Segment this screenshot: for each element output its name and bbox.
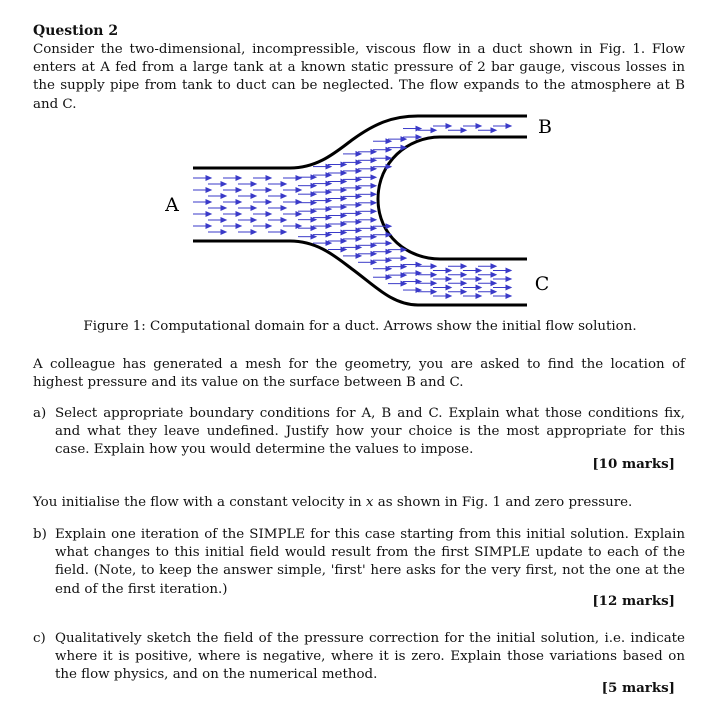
flow-arrows <box>193 124 511 298</box>
part-c-text: Qualitatively sketch the field of the pressure correction for the initial solution, i.e. indicate where it is positive, where is negative, where it is zero. Explain those variations based on the flow physics, and on the numerical method. <box>55 631 685 683</box>
flow-arrow-head <box>266 188 271 192</box>
part-b <box>33 526 685 599</box>
flow-arrow-head <box>356 228 361 232</box>
flow-arrow-head <box>296 212 301 216</box>
flow-arrow-head <box>476 124 481 128</box>
flow-arrow-head <box>356 203 361 207</box>
label-c: C <box>534 273 550 295</box>
flow-arrow-head <box>371 167 376 171</box>
paragraph-initialise: You initialise the flow with a constant velocity in x as shown in Fig. 1 and zero pressure. <box>33 495 633 510</box>
flow-arrow-head <box>401 256 406 260</box>
flow-arrow-head <box>506 285 511 289</box>
part-c-marks: [5 marks] <box>601 680 675 696</box>
flow-arrow-head <box>311 192 316 196</box>
flow-arrow-head <box>386 267 391 271</box>
question-intro: Consider the two-dimensional, incompressible, viscous flow in a duct shown in Fig. 1. Flow enters at A fed from a large tank at a known static pressure of 2 bar gauge, viscous losses in the supply pipe from tank to duct can be neglected. The flow expands to the atmosphere at B and C. <box>33 42 685 112</box>
flow-arrow-head <box>356 169 361 173</box>
flow-arrow-head <box>281 218 286 222</box>
flow-arrow-head <box>446 294 451 298</box>
flow-arrow-head <box>311 183 316 187</box>
flow-arrow-head <box>386 250 391 254</box>
flow-arrow-head <box>491 290 496 294</box>
flow-arrow-head <box>371 201 376 205</box>
flow-arrow-head <box>251 230 256 234</box>
duct-figure <box>150 104 570 312</box>
flow-arrow-head <box>251 182 256 186</box>
flow-arrow-head <box>296 188 301 192</box>
flow-arrow-head <box>341 213 346 217</box>
flow-arrow-head <box>431 281 436 285</box>
flow-arrow-head <box>296 200 301 204</box>
flow-arrow-head <box>296 176 301 180</box>
flow-arrow-head <box>206 224 211 228</box>
flow-arrow-head <box>326 215 331 219</box>
flow-arrow-head <box>356 152 361 156</box>
part-a <box>33 405 685 460</box>
flow-arrow-head <box>326 198 331 202</box>
flow-arrow-head <box>311 217 316 221</box>
flow-arrow-head <box>356 177 361 181</box>
flow-arrow-head <box>221 206 226 210</box>
flow-arrow-head <box>371 192 376 196</box>
flow-arrow-head <box>311 175 316 179</box>
flow-arrow-head <box>221 194 226 198</box>
flow-arrow-head <box>281 206 286 210</box>
flow-arrow-head <box>326 181 331 185</box>
flow-arrow-head <box>386 224 391 228</box>
flow-arrow-head <box>431 290 436 294</box>
flow-arrow-head <box>491 273 496 277</box>
flow-arrow-head <box>386 275 391 279</box>
flow-arrow-head <box>356 194 361 198</box>
flow-arrow-head <box>206 200 211 204</box>
flow-arrow-head <box>296 224 301 228</box>
flow-arrow-head <box>401 264 406 268</box>
flow-arrow-head <box>386 241 391 245</box>
flow-arrow-head <box>476 294 481 298</box>
flow-arrow-head <box>326 173 331 177</box>
flow-arrow-head <box>281 230 286 234</box>
flow-arrow-head <box>206 212 211 216</box>
part-a-label: a) <box>33 406 47 421</box>
part-c-label: c) <box>33 631 46 646</box>
flow-arrow-head <box>206 176 211 180</box>
flow-arrow-head <box>356 211 361 215</box>
flow-arrow-head <box>311 234 316 238</box>
flow-arrow-head <box>356 245 361 249</box>
flow-arrow-head <box>326 241 331 245</box>
flow-arrow-head <box>491 128 496 132</box>
flow-arrow-head <box>266 224 271 228</box>
flow-arrow-head <box>221 182 226 186</box>
flow-arrow-head <box>491 281 496 285</box>
label-a: A <box>165 194 179 216</box>
flow-arrow-head <box>341 171 346 175</box>
flow-arrow-head <box>371 252 376 256</box>
flow-arrow-head <box>341 162 346 166</box>
flow-arrow-head <box>476 268 481 272</box>
label-b: B <box>538 116 552 138</box>
flow-arrow-head <box>371 235 376 239</box>
flow-arrow-head <box>281 182 286 186</box>
flow-arrow-head <box>326 224 331 228</box>
flow-arrow-head <box>461 281 466 285</box>
part-a-marks: [10 marks] <box>592 456 675 472</box>
flow-arrow-head <box>251 194 256 198</box>
flow-arrow-head <box>386 139 391 143</box>
flow-arrow-head <box>506 124 511 128</box>
flow-arrow-head <box>221 218 226 222</box>
flow-arrow-head <box>386 165 391 169</box>
part-b-text: Explain one iteration of the SIMPLE for this case starting from this initial solution. Explain what changes to this initial field would result from the first SIMPLE update to each of the field. (Note, to keep the answer simple, 'first' here asks for the very first, not the one at the end of the first iteration.) <box>55 527 685 597</box>
flow-arrow-head <box>266 176 271 180</box>
part-a-text: Select appropriate boundary conditions for A, B and C. Explain what those conditions fix, and what they leave undefined. Justify how your choice is the most appropriate for this case. Explain how you would determine the values to impose. <box>55 406 685 458</box>
flow-arrow-head <box>326 164 331 168</box>
flow-arrow-head <box>341 247 346 251</box>
flow-arrow-head <box>206 188 211 192</box>
flow-arrow-head <box>356 237 361 241</box>
part-b-marks: [12 marks] <box>592 593 675 609</box>
flow-arrow-head <box>506 294 511 298</box>
flow-arrow-head <box>236 212 241 216</box>
flow-arrow-head <box>341 222 346 226</box>
flow-arrow-head <box>311 200 316 204</box>
flow-arrow-head <box>341 179 346 183</box>
flow-arrow-head <box>371 218 376 222</box>
figure-caption: Figure 1: Computational domain for a duct. Arrows show the initial flow solution. <box>83 319 637 334</box>
flow-arrow-head <box>371 260 376 264</box>
flow-arrow-head <box>446 268 451 272</box>
flow-arrow-head <box>491 264 496 268</box>
flow-arrow-head <box>371 243 376 247</box>
flow-arrow-head <box>251 218 256 222</box>
flow-arrow-head <box>386 148 391 152</box>
flow-arrow-head <box>281 194 286 198</box>
flow-arrow-head <box>401 281 406 285</box>
flow-arrow-head <box>446 277 451 281</box>
inner-wall <box>378 137 527 259</box>
flow-arrow-head <box>341 239 346 243</box>
flow-arrow-head <box>431 273 436 277</box>
flow-arrow-head <box>236 224 241 228</box>
flow-arrow-head <box>311 226 316 230</box>
paragraph-mesh: A colleague has generated a mesh for the geometry, you are asked to find the location of highest pressure and its value on the surface between B and C. <box>33 357 685 391</box>
flow-arrow-head <box>251 206 256 210</box>
flow-arrow-head <box>371 158 376 162</box>
flow-arrow-head <box>326 190 331 194</box>
flow-arrow-head <box>266 212 271 216</box>
part-c <box>33 630 685 685</box>
flow-arrow-head <box>461 264 466 268</box>
flow-arrow-head <box>461 128 466 132</box>
flow-arrow-head <box>461 290 466 294</box>
flow-arrow-head <box>446 285 451 289</box>
flow-arrow-head <box>356 160 361 164</box>
flow-arrow-head <box>236 200 241 204</box>
flow-arrow-head <box>221 230 226 234</box>
flow-arrow-head <box>461 273 466 277</box>
flow-arrow-head <box>326 207 331 211</box>
flow-arrow-head <box>356 220 361 224</box>
flow-arrow-head <box>401 273 406 277</box>
flow-arrow-head <box>236 176 241 180</box>
flow-arrow-head <box>236 188 241 192</box>
flow-arrow-head <box>371 226 376 230</box>
flow-arrow-head <box>371 175 376 179</box>
flow-arrow-head <box>341 196 346 200</box>
flow-arrow-head <box>386 258 391 262</box>
flow-arrow-head <box>356 254 361 258</box>
flow-arrow-head <box>311 209 316 213</box>
flow-arrow-head <box>341 230 346 234</box>
flow-arrow-head <box>356 186 361 190</box>
flow-arrow-head <box>341 205 346 209</box>
flow-arrow-head <box>326 232 331 236</box>
flow-arrow-head <box>401 137 406 141</box>
flow-arrow-head <box>341 188 346 192</box>
flow-arrow-head <box>476 285 481 289</box>
flow-arrow-head <box>371 209 376 213</box>
question-title: Question 2 <box>33 23 119 39</box>
flow-arrow-head <box>476 277 481 281</box>
flow-arrow-head <box>431 264 436 268</box>
flow-arrow-head <box>371 184 376 188</box>
part-b-label: b) <box>33 527 47 542</box>
flow-arrow-head <box>506 277 511 281</box>
flow-arrow-head <box>506 268 511 272</box>
flow-arrow-head <box>431 128 436 132</box>
flow-arrow-head <box>371 150 376 154</box>
flow-arrow-head <box>266 200 271 204</box>
flow-arrow-head <box>446 124 451 128</box>
